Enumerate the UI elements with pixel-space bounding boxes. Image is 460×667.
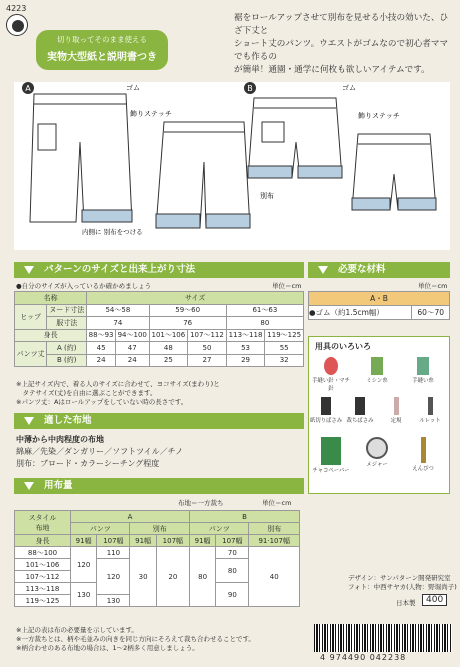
thread-spool-icon: [417, 357, 429, 375]
tool-item: 紙切りばさみ: [309, 397, 343, 424]
size-cell: 101〜106: [149, 329, 188, 342]
size-cell: 74: [87, 317, 149, 330]
yardage-cell: 90: [216, 583, 249, 607]
size-cell: 24: [87, 354, 116, 367]
pants-a-back: [156, 122, 250, 228]
materials-row-value: 60〜70: [412, 306, 450, 320]
pocket-b: [262, 122, 284, 142]
a-lining-label: 内側に 別布をつける: [82, 228, 143, 236]
footnote: ※パンツ丈：Aはロールアップをしていない時の長さです。: [16, 398, 188, 406]
size-cell: 27: [188, 354, 227, 367]
a-length-label: A (約): [47, 342, 87, 355]
fabric-line: 綿麻／先染／ダンガリー／ソフトツイル／チノ: [16, 447, 184, 456]
materials-table: [308, 291, 450, 320]
yardage-cell: 80: [216, 559, 249, 583]
yardage-cell: 110: [97, 547, 130, 559]
size-cell: 55: [265, 342, 304, 355]
yardage-row-label: 88〜100: [15, 547, 71, 559]
width-label: 91幅: [130, 535, 156, 547]
yardage-betsu: 別布: [249, 523, 300, 535]
pencil-icon: [421, 437, 426, 463]
fabric-lead: 中薄から中肉程度の布地: [16, 435, 104, 444]
tool-item: チャコペーパー: [311, 437, 351, 474]
tape-measure-icon: [366, 437, 388, 459]
a-gomu-label: ゴム: [126, 84, 140, 92]
yardage-row-label: 101〜106: [15, 559, 71, 571]
size-note: ●自分のサイズが入っているか確かめましょう: [16, 282, 152, 290]
intro-line: ショート丈のパンツ。ウエストがゴムなので初心者ママでも作るの: [234, 39, 449, 62]
style-label: スタイル 布地: [15, 511, 71, 535]
pants-illustration: [14, 82, 450, 250]
width-label: 107幅: [156, 535, 189, 547]
yardage-cell: 30: [130, 547, 156, 607]
tools-title: 用具のいろいろ: [315, 342, 371, 351]
size-cell: 80: [226, 317, 303, 330]
fabric-section-header: [14, 413, 304, 429]
size-section-title: パターンのサイズと出来上がり寸法: [44, 264, 196, 275]
materials-section-header: [308, 262, 450, 278]
footnote: ※一方裁ちとは、柄や毛並みの向きを同じ方向にそろえて裁ち合わせることです。: [16, 635, 255, 643]
pants-length-label: パンツ丈: [15, 342, 47, 367]
scissors-icon: [321, 397, 331, 415]
tool-item: 定規: [379, 397, 413, 424]
yardage-cell: 130: [97, 595, 130, 607]
size-header-name: 名称: [15, 292, 87, 305]
width-label: 107幅: [216, 535, 249, 547]
intro-line: が簡単！通園・通学に何枚も欲しいアイテムです。: [234, 65, 430, 75]
yardage-cell: 120: [71, 547, 97, 583]
footnote: ※上記サイズ内で、着る人のサイズに合わせて、ヨコサイズ(まわり)と: [16, 380, 220, 388]
yardage-cell: 40: [249, 547, 300, 607]
size-footnotes: [16, 380, 220, 407]
scissors-icon: [355, 397, 365, 415]
thread-spool-icon: [371, 357, 383, 375]
size-cell: 107〜112: [188, 329, 227, 342]
size-cell: 119〜125: [265, 329, 304, 342]
yardage-cell: 120: [97, 559, 130, 595]
tool-item: えんぴつ: [403, 437, 443, 472]
badge-line1: 切り取ってそのまま使える: [57, 35, 147, 44]
b-length-label: B (約): [47, 354, 87, 367]
width-label: 107幅: [97, 535, 130, 547]
yardage-cell: 80: [189, 547, 215, 607]
b-gomu-label: ゴム: [342, 84, 356, 92]
materials-row-label: ●ゴム（約1.5cm幅）: [309, 306, 412, 320]
yardage-cell: 130: [71, 583, 97, 607]
fabric-title: 適した布地: [44, 415, 92, 426]
size-cell: 45: [87, 342, 116, 355]
credits: [348, 574, 457, 592]
credit-design: デザイン：サンパターン開発研究室: [348, 574, 451, 582]
brand-logo: [6, 14, 28, 36]
size-cell: 54〜58: [87, 304, 149, 317]
tool-item: ルレット: [413, 397, 447, 424]
width-label: 91·107幅: [249, 535, 300, 547]
fabric-line: 別布：ブロード・カラーシーチング程度: [16, 459, 160, 468]
footnote: ※柄合わせのある布地の場合は、1〜2柄多く用意しましょう。: [16, 644, 199, 652]
materials-unit: 単位＝cm: [418, 282, 448, 290]
badge-line2: 実物大型紙と説明書つき: [47, 52, 157, 63]
fabric-list: [16, 434, 183, 470]
footnote: タテサイズ(丈)を自由に選ぶことができます。: [16, 389, 157, 397]
size-cell: 113〜118: [226, 329, 265, 342]
nude-label: ヌード寸法: [47, 304, 87, 317]
barcode-number: 4 974490 042238: [320, 653, 407, 662]
yardage-row-label: 107〜112: [15, 571, 71, 583]
yardage-table: [14, 510, 300, 607]
yardage-pants: パンツ: [189, 523, 248, 535]
materials-title: 必要な材料: [338, 264, 386, 275]
size-cell: 61〜63: [226, 304, 303, 317]
yardage-cell: 20: [156, 547, 189, 607]
pocket-a: [38, 124, 56, 150]
pants-drawing: [14, 82, 450, 250]
yardage-footnotes: [16, 626, 255, 653]
price: 400: [422, 594, 447, 606]
yardage-b: B: [189, 511, 299, 523]
tool-item: メジャー: [357, 437, 397, 468]
barcode: [314, 624, 452, 652]
yardage-a: A: [71, 511, 190, 523]
size-cell: 50: [188, 342, 227, 355]
tool-item: ミシン糸: [357, 357, 397, 384]
ruler-icon: [394, 397, 399, 415]
size-cell: 59〜60: [149, 304, 226, 317]
width-label: 91幅: [189, 535, 215, 547]
size-table: [14, 291, 304, 367]
tracing-wheel-icon: [428, 397, 433, 415]
label-b: B: [247, 84, 253, 93]
intro-line: 裾をロールアップさせて別布を見せる小技の効いた、ひざ下丈と: [234, 13, 449, 36]
hip-label: ヒップ: [15, 304, 47, 329]
yardage-betsu: 別布: [130, 523, 189, 535]
yardage-cell: 70: [216, 547, 249, 559]
size-cell: 53: [226, 342, 265, 355]
tool-item: 裁ちばさみ: [343, 397, 377, 424]
materials-header: A・B: [309, 292, 450, 306]
yardage-row-label: 119〜125: [15, 595, 71, 607]
size-cell: 88〜93: [87, 329, 116, 342]
height-label: 身長: [15, 329, 87, 342]
a-stitch-label: 飾りステッチ: [130, 110, 172, 118]
size-header-size: サイズ: [87, 292, 304, 305]
b-stitch-label: 飾りステッチ: [358, 112, 400, 120]
fuku-label: 服寸法: [47, 317, 87, 330]
size-section-header: [14, 262, 304, 278]
chaco-paper-icon: [321, 437, 341, 465]
width-label: 91幅: [71, 535, 97, 547]
footnote: ※上記の表は布の必要量を示しています。: [16, 626, 138, 634]
yardage-height-label: 身長: [15, 535, 71, 547]
size-cell: 48: [149, 342, 188, 355]
intro-text: [234, 12, 456, 77]
size-cell: 47: [115, 342, 149, 355]
size-cell: 76: [149, 317, 226, 330]
pattern-badge: [36, 30, 168, 70]
b-betsununo-label: 別布: [260, 192, 274, 200]
yardage-section-header: [14, 478, 304, 494]
pincushion-icon: [324, 357, 338, 375]
yardage-title: 用布量: [44, 480, 73, 491]
tool-item: 手縫い針・マチ針: [311, 357, 351, 392]
size-cell: 32: [265, 354, 304, 367]
size-unit: 単位＝cm: [272, 282, 302, 290]
made-in: 日本製: [396, 599, 416, 607]
pants-a-front: [30, 94, 132, 222]
credit-photo: フォト：中西サヤカ(人物：野堀尚子): [348, 583, 457, 591]
tool-item: 手縫い糸: [403, 357, 443, 384]
tools-box: [308, 336, 450, 494]
yardage-unit2: 単位＝cm: [262, 499, 292, 507]
size-cell: 29: [226, 354, 265, 367]
size-cell: 94〜100: [115, 329, 149, 342]
size-cell: 24: [115, 354, 149, 367]
yardage-unit: 布地＝一方裁ち: [178, 499, 224, 507]
size-cell: 25: [149, 354, 188, 367]
product-code: 4223: [6, 4, 27, 13]
yardage-row-label: 113〜118: [15, 583, 71, 595]
yardage-pants: パンツ: [71, 523, 130, 535]
label-a: A: [25, 84, 31, 93]
